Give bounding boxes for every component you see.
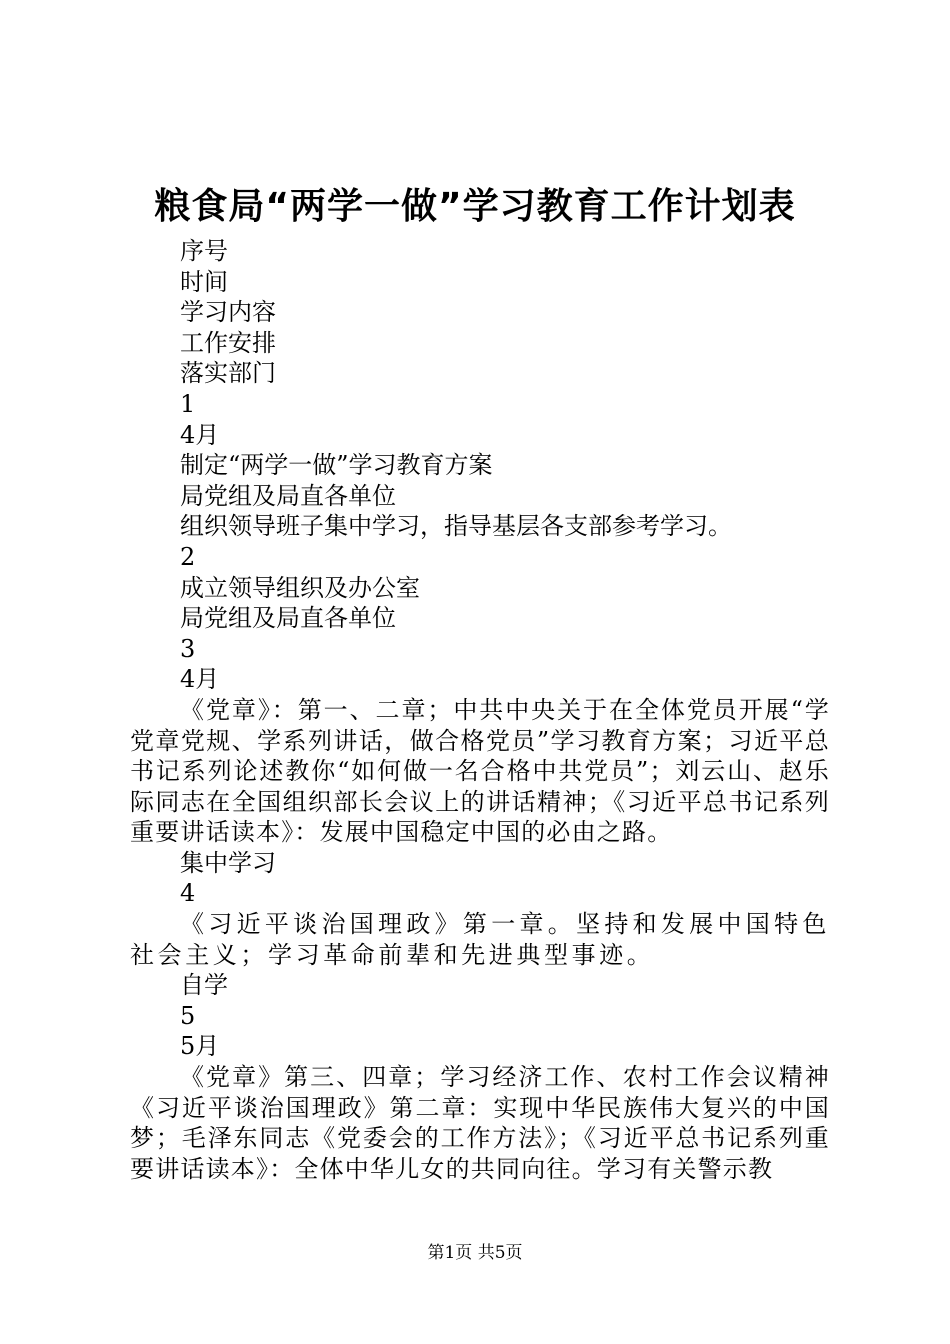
row1-time: 4月 [180,420,220,449]
row3-arrange: 集中学习 [180,848,276,877]
row2-dept: 局党组及局直各单位 [180,604,396,633]
row4-content: 《习近平谈治国理政》第一章。坚持和发展中国特色社会主义；学习革命前辈和先进典型事迹。 [130,910,830,969]
table-header-content: 学习内容 [180,298,276,327]
row1-content: 制定“两学一做”学习教育方案 [180,451,493,480]
row5-no: 5 [180,1001,196,1030]
page-footer: 第1页 共5页 [427,1243,523,1263]
row4-no: 4 [180,879,196,908]
table-header-arrange: 工作安排 [180,328,276,357]
row4-arrange: 自学 [180,971,228,1000]
row1-dept: 局党组及局直各单位 [180,481,396,510]
table-header-no: 序号 [180,237,228,265]
row2-no: 2 [180,542,196,571]
row5-time: 5月 [180,1032,220,1061]
document-body [130,236,830,1184]
page-title: 粮食局“两学一做”学习教育工作计划表 [154,186,796,227]
row5-content: 《党章》第三、四章；学习经济工作、农村工作会议精神《习近平谈治国理政》第二章：实现中华民族伟大复兴的中国梦；毛泽东同志《党委会的工作方法》；《习近平总书记系列重要讲话读本》：全体中华儿女的共同向往。学习有关警示教 [130,1063,830,1183]
row2-content: 成立领导组织及办公室 [180,573,420,602]
table-header-time: 时间 [180,267,228,296]
row1-arrange: 组织领导班子集中学习，指导基层各支部参考学习。 [180,512,732,541]
row1-no: 1 [180,389,196,418]
row3-no: 3 [180,634,196,663]
table-header-dept: 落实部门 [180,359,276,388]
row3-time: 4月 [180,665,220,694]
row3-content: 《党章》：第一、二章；中共中央关于在全体党员开展“学党章党规、学系列讲话，做合格党员”学习教育方案；习近平总书记系列论述教你“如何做一名合格中共党员”；刘云山、赵乐际同志在全国组织部长会议上的讲话精神；《习近平总书记系列重要讲话读本》：发展中国稳定中国的必由之路。 [130,695,830,847]
